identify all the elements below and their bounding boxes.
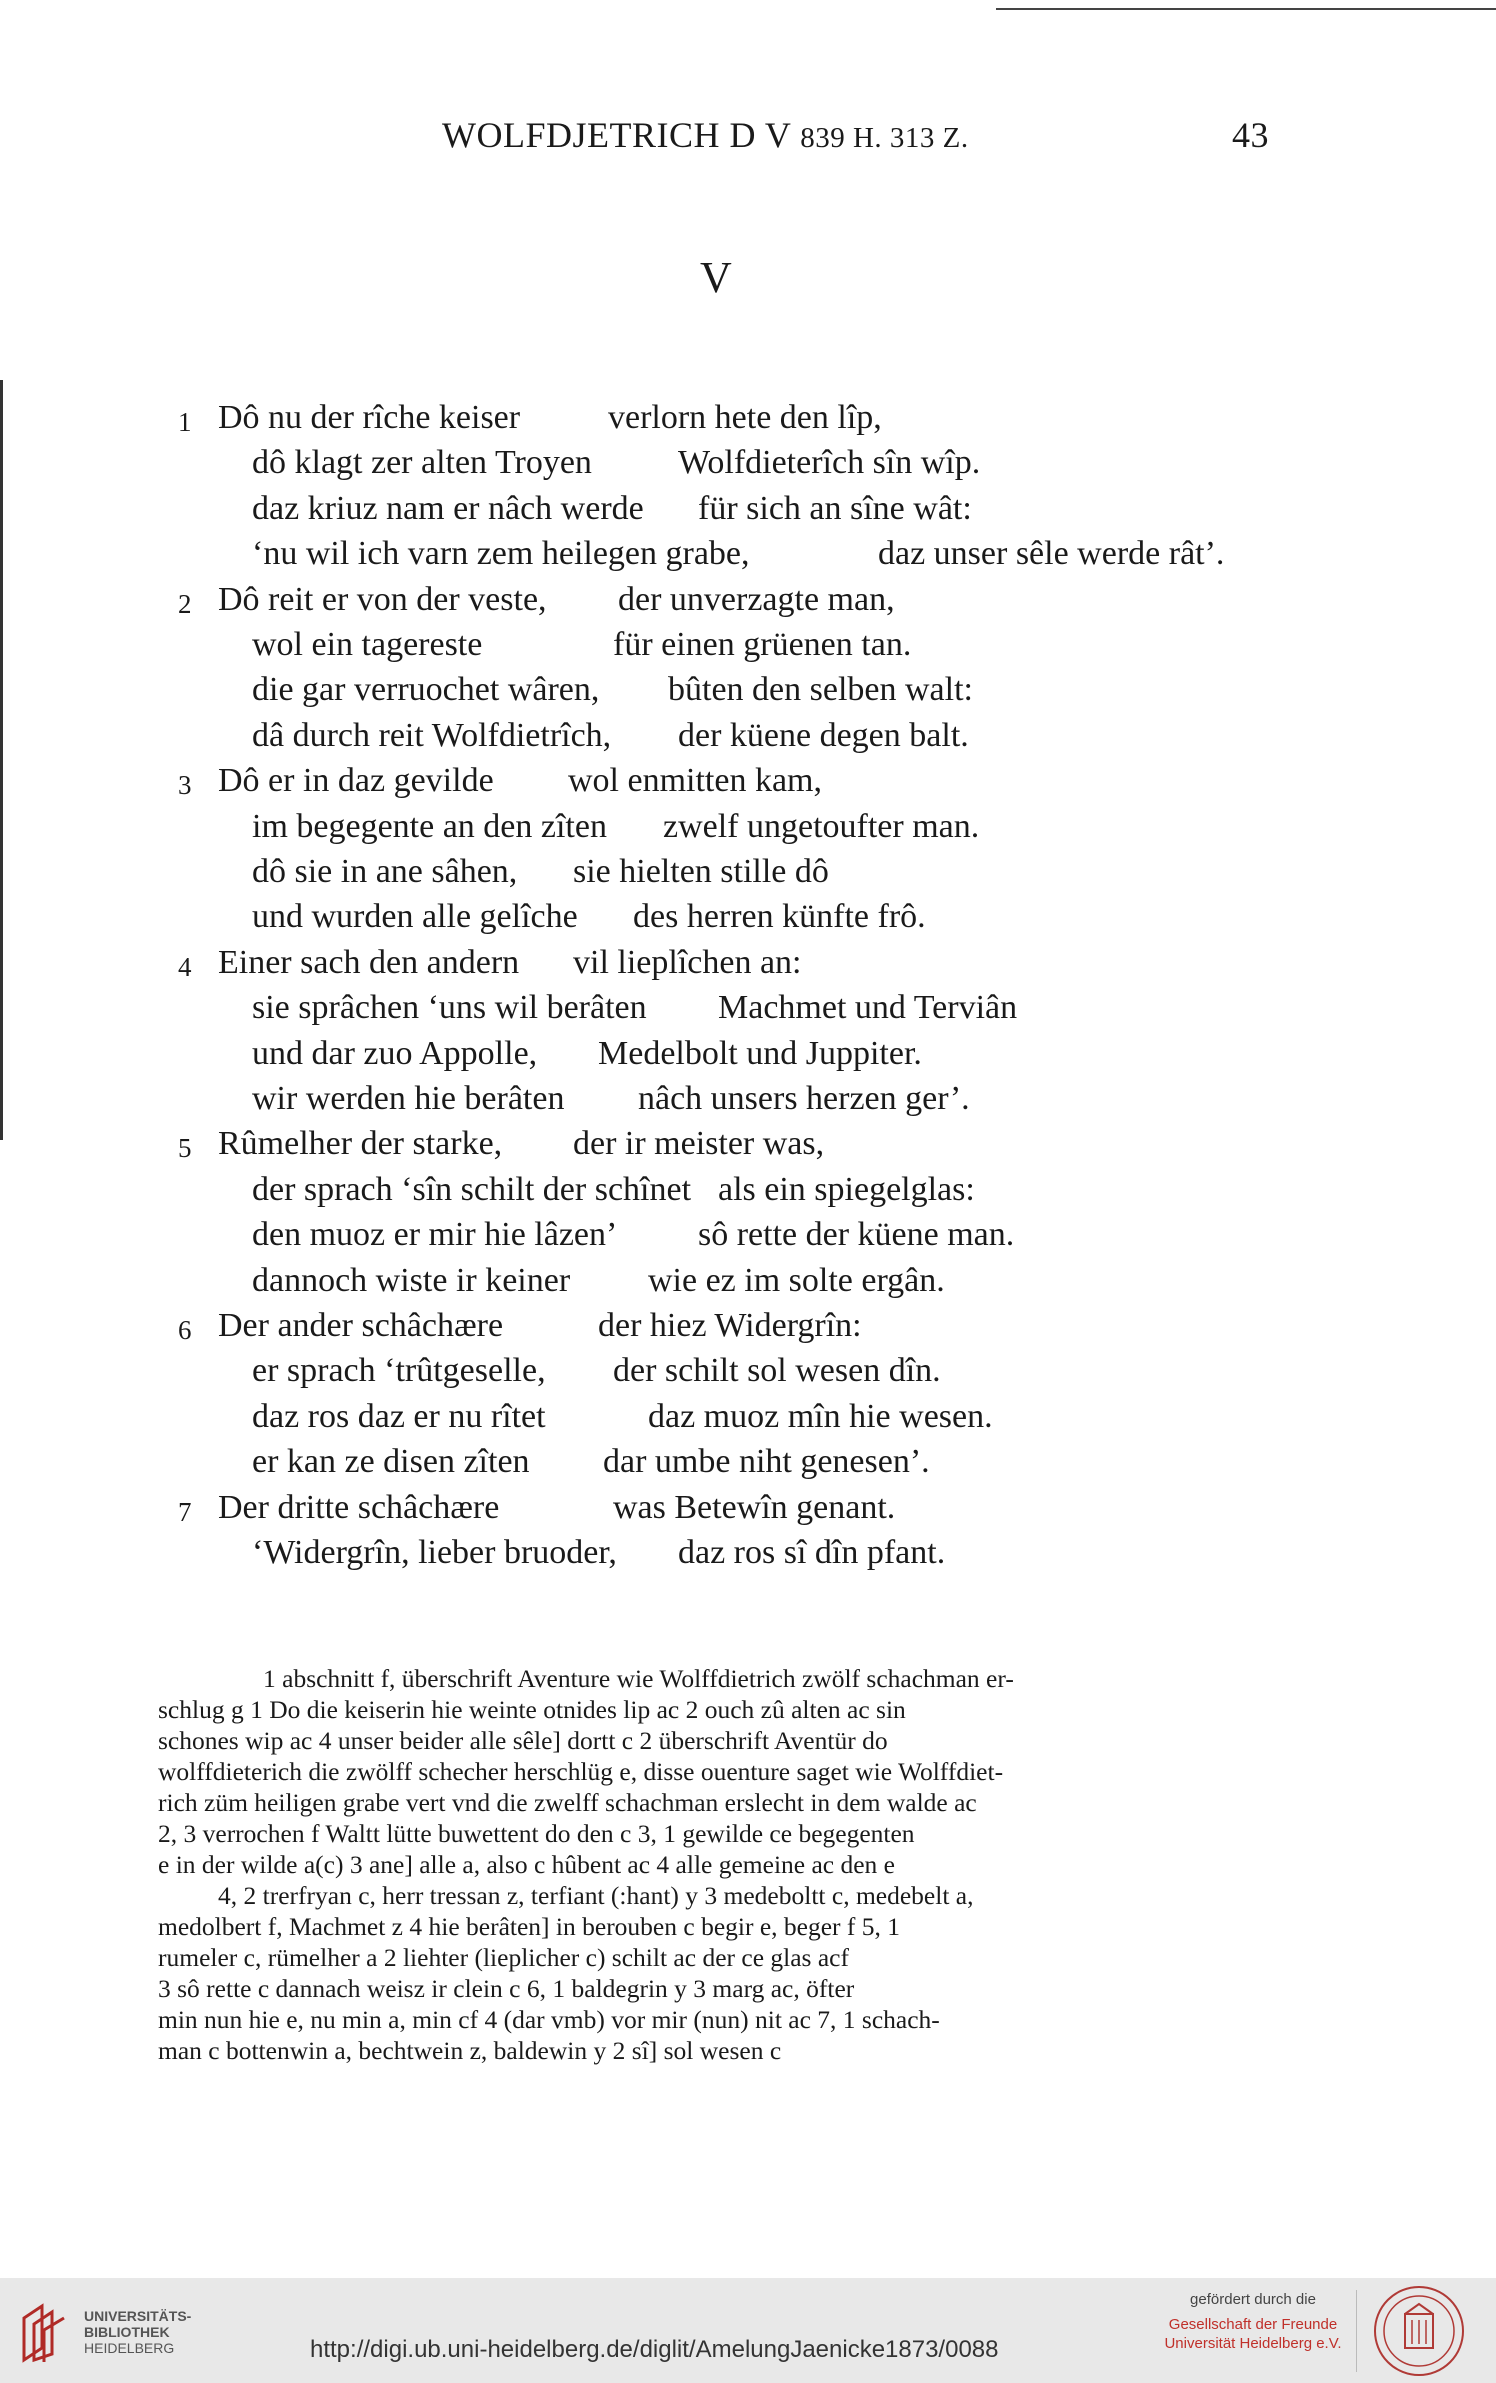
- verse-line: [252, 489, 972, 529]
- verse-second-half: dar umbe niht genesen’.: [603, 1443, 930, 1481]
- footer-bar: [0, 2278, 1496, 2383]
- verse-first-half: Einer sach den andern: [218, 943, 520, 981]
- verse-first-half: und wurden alle gelîche: [252, 898, 578, 936]
- verse-second-half: nâch unsers herzen ger’.: [638, 1080, 970, 1117]
- verse-second-half: der hiez Widergrîn:: [598, 1307, 862, 1344]
- permalink-url[interactable]: http://digi.ub.uni-heidelberg.de/diglit/AmelungJaenicke1873/0088: [310, 2336, 999, 2363]
- sponsor-name: Universität Heidelberg e.V.: [1164, 2335, 1342, 2352]
- verse-line: [252, 852, 829, 892]
- apparatus-line: rich züm heiligen grabe vert vnd die zwelff schachman erslecht in dem walde ac: [158, 1788, 977, 1817]
- verse-first-half: dô sie in ane sâhen,: [252, 853, 518, 890]
- verse-first-half: ‘Widergrîn, lieber bruoder,: [252, 1534, 617, 1571]
- verse-second-half: wie ez im solte ergân.: [648, 1261, 945, 1299]
- verse-first-half: dô klagt zer alten Troyen: [252, 444, 592, 482]
- verse-second-half: der küene degen balt.: [678, 716, 969, 754]
- apparatus-line: 1 abschnitt f, überschrift Aventure wie Wolffdietrich zwölf schachman er-: [263, 1664, 1014, 1693]
- library-logo-icon: [20, 2300, 72, 2366]
- verse-second-half: daz ros sî dîn pfant.: [678, 1534, 946, 1571]
- footer-divider: [1356, 2290, 1357, 2372]
- verse-first-half: und dar zuo Appolle,: [252, 1034, 538, 1072]
- verse-second-half: für einen grüenen tan.: [613, 626, 912, 663]
- verse-line: [252, 1215, 1015, 1255]
- verse-second-half: zwelf ungetoufter man.: [663, 807, 980, 845]
- verse-second-half: für sich an sîne wât:: [698, 489, 972, 527]
- critical-apparatus: [158, 1663, 1268, 2066]
- verse-line: [178, 1306, 862, 1346]
- verse-second-half: vil lieplîchen an:: [573, 943, 802, 981]
- verse-second-half: bûten den selben walt:: [668, 671, 973, 709]
- apparatus-line: rumeler c, rümelher a 2 liehter (lieplicher c) schilt ac der ce glas acf: [158, 1943, 849, 1972]
- verse-second-half: daz muoz mîn hie wesen.: [648, 1397, 993, 1435]
- verse-first-half: Der dritte schâchære: [218, 1488, 500, 1526]
- verse-line: [178, 1124, 825, 1164]
- verse-first-half: dannoch wiste ir keiner: [252, 1261, 571, 1299]
- verse-line: [252, 1034, 922, 1074]
- verse-first-half: Dô reit er von der veste,: [218, 580, 547, 618]
- sponsor-label: gefördert durch die: [1190, 2291, 1316, 2308]
- verse-second-half: der schilt sol wesen dîn.: [613, 1352, 941, 1390]
- stanza-number: 7: [178, 1496, 192, 1527]
- verse-first-half: im begegente an den zîten: [252, 807, 607, 845]
- stanza-number: 3: [178, 770, 192, 801]
- stanza-number: 6: [178, 1315, 192, 1345]
- verse-line: [252, 534, 1225, 574]
- verse-line: [252, 1397, 993, 1437]
- verse-second-half: wol enmitten kam,: [568, 762, 823, 800]
- verse-first-half: dâ durch reit Wolfdietrîch,: [252, 716, 612, 754]
- verse-line: [178, 761, 823, 801]
- stanza-number: 4: [178, 951, 192, 982]
- verse-first-half: daz kriuz nam er nâch werde: [252, 489, 644, 527]
- apparatus-line: medolbert f, Machmet z 4 hie berâten] in berouben c begir e, beger f 5, 1: [158, 1912, 901, 1941]
- verse-line: [252, 807, 980, 847]
- library-name-line: UNIVERSITÄTS-: [84, 2308, 192, 2324]
- running-title-text: WOLFDJETRICH D V: [442, 115, 791, 155]
- verse-line: [252, 1442, 930, 1482]
- verse-first-half: Der ander schâchære: [218, 1307, 504, 1344]
- apparatus-line: min nun hie e, nu min a, min cf 4 (dar vmb) vor mir (nun) nit ac 7, 1 schach-: [158, 2005, 940, 2034]
- verse-line: [178, 1488, 896, 1528]
- library-name-line: HEIDELBERG: [84, 2340, 175, 2356]
- apparatus-line: 4, 2 trerfryan c, herr tressan z, terfiant (:hant) y 3 medeboltt c, medebelt a,: [218, 1881, 974, 1910]
- university-seal-icon: [1372, 2284, 1466, 2378]
- apparatus-line: 2, 3 verrochen f Waltt lütte buwettent do den c 3, 1 gewilde ce begegenten: [158, 1819, 915, 1848]
- verse-second-half: verlorn hete den lîp,: [608, 399, 882, 436]
- verse-line: [252, 1533, 946, 1573]
- verse-second-half: als ein spiegelglas:: [718, 1170, 975, 1208]
- verse-second-half: sô rette der küene man.: [698, 1216, 1015, 1254]
- verse-first-half: er kan ze disen zîten: [252, 1443, 530, 1481]
- library-name: [84, 2308, 191, 2356]
- verse-second-half: Medelbolt und Juppiter.: [598, 1034, 922, 1072]
- apparatus-line: e in der wilde a(c) 3 ane] alle a, also c hûbent ac 4 alle gemeine ac den e: [158, 1850, 895, 1879]
- verse-line: [252, 988, 1018, 1028]
- verse-second-half: des herren künfte frô.: [633, 898, 926, 936]
- page-number: 43: [1232, 115, 1269, 155]
- verse-first-half: ‘nu wil ich varn zem heilegen grabe,: [252, 535, 750, 573]
- verse-second-half: der ir meister was,: [573, 1125, 825, 1163]
- apparatus-line: schones wip ac 4 unser beider alle sêle] dortt c 2 überschrift Aventür do: [158, 1726, 888, 1755]
- apparatus-line: 3 sô rette c dannach weisz ir clein c 6, 1 baldegrin y 3 marg ac, öfter: [158, 1974, 855, 2003]
- verse-line: [178, 580, 895, 620]
- verse-first-half: Dô nu der rîche keiser: [218, 399, 521, 436]
- verse-line: [178, 398, 882, 438]
- verse-line: [252, 443, 981, 483]
- apparatus-line: schlug g 1 Do die keiserin hie weinte otnides lip ac 2 ouch zû alten ac sin: [158, 1695, 906, 1724]
- sponsor-block: [1158, 2290, 1348, 2353]
- apparatus-line: man c bottenwin a, bechtwein z, baldewin y 2 sî] sol wesen c: [158, 2036, 782, 2065]
- stanza-number: 5: [178, 1133, 192, 1164]
- running-title-sub: 839 H. 313 Z.: [800, 122, 969, 154]
- verse-second-half: Wolfdieterîch sîn wîp.: [678, 444, 981, 482]
- verse-first-half: die gar verruochet wâren,: [252, 671, 600, 709]
- library-name-line: BIBLIOTHEK: [84, 2324, 170, 2340]
- verse-line: [252, 670, 973, 710]
- verse-line: [178, 943, 802, 983]
- stanza-number: 1: [178, 407, 192, 437]
- verse-line: [252, 1261, 945, 1301]
- verse-second-half: der unverzagte man,: [618, 580, 895, 618]
- verse-second-half: Machmet und Terviân: [718, 989, 1018, 1027]
- verse-line: [252, 625, 912, 665]
- verse-second-half: sie hielten stille dô: [573, 853, 829, 890]
- verse-line: [252, 1351, 941, 1391]
- verse-first-half: er sprach ‘trûtgeselle,: [252, 1352, 546, 1390]
- verse-line: [252, 1170, 975, 1210]
- verse-first-half: der sprach ‘sîn schilt der schînet: [252, 1170, 692, 1208]
- verse-second-half: was Betewîn genant.: [613, 1488, 896, 1526]
- sponsor-name: Gesellschaft der Freunde: [1168, 2316, 1338, 2333]
- stanza-number: 2: [178, 588, 192, 619]
- verse-second-half: daz unser sêle werde rât’.: [878, 535, 1225, 573]
- verse-line: [252, 1079, 970, 1119]
- verse-first-half: wir werden hie berâten: [252, 1080, 565, 1117]
- verse-first-half: daz ros daz er nu rîtet: [252, 1397, 546, 1435]
- section-heading: V: [700, 253, 732, 302]
- verse-first-half: wol ein tagereste: [252, 626, 483, 663]
- verse-first-half: Rûmelher der starke,: [218, 1125, 503, 1163]
- verse-line: [252, 716, 969, 756]
- verse-first-half: Dô er in daz gevilde: [218, 762, 494, 800]
- verse-line: [252, 897, 926, 937]
- apparatus-line: wolffdieterich die zwölff schecher herschlüg e, disse ouenture saget wie Wolffdiet-: [158, 1757, 1004, 1786]
- verse-first-half: den muoz er mir hie lâzen’: [252, 1216, 618, 1254]
- verse-first-half: sie sprâchen ‘uns wil berâten: [252, 989, 647, 1027]
